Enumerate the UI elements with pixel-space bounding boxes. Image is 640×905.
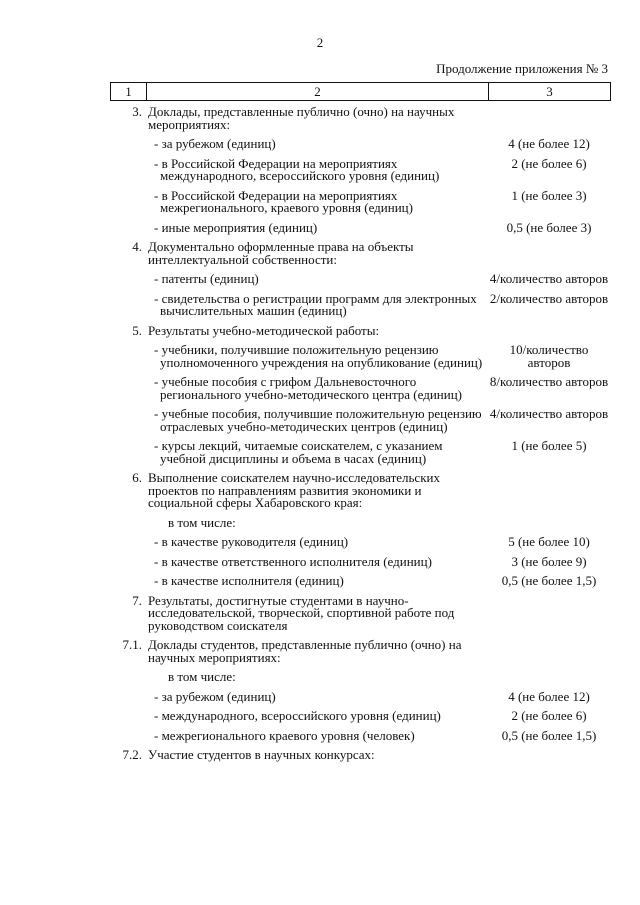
row-description: - учебные пособия, получившие положительную рецензию отраслевых учебно-методических центров (единиц): [154, 406, 482, 434]
row-description: - международного, всероссийского уровня (единиц): [154, 708, 441, 723]
column-header-3: 3: [489, 83, 611, 101]
criteria-row: [110, 440, 610, 465]
column-header-table: [110, 82, 611, 101]
row-description: - за рубежом (единиц): [154, 688, 276, 704]
row-description: - иные мероприятия (единиц): [154, 219, 318, 235]
criteria-row: [110, 536, 610, 549]
row-points: 4/количество авторов: [489, 271, 609, 286]
criteria-row: [110, 592, 610, 633]
criteria-row: [110, 187, 610, 215]
row-number: 7.: [132, 592, 142, 608]
row-number: 5.: [132, 322, 142, 338]
row-description: - межрегионального краевого уровня (человек): [154, 727, 415, 743]
row-description: - в качестве ответственного исполнителя (единиц): [154, 553, 432, 569]
criteria-list: [110, 106, 610, 769]
row-description: - курсы лекций, читаемые соискателем, с указанием учебной дисциплины и объема в часах (единиц): [154, 438, 443, 466]
page-number: 2: [316, 35, 324, 50]
row-number: 3.: [132, 104, 142, 119]
row-points: 2 (не более 6): [511, 155, 587, 171]
row-points: 4 (не более 12): [508, 688, 590, 704]
criteria-row: [110, 322, 610, 338]
row-points: 0,5 (не более 1,5): [501, 727, 597, 743]
row-description: - учебные пособия с грифом Дальневосточного регионального учебно-методического центра (единиц): [154, 374, 463, 402]
row-points: 1 (не более 3): [511, 187, 587, 203]
row-description: Результаты учебно-методической работы:: [148, 322, 380, 338]
row-description: - учебники, получившие положительную рецензию уполномоченного учреждения на опубликование (единиц): [154, 342, 483, 370]
criteria-row: [110, 155, 610, 183]
row-description: Доклады студентов, представленные публично (очно) на научных мероприятиях:: [148, 637, 462, 665]
row-description: - в качестве руководителя (единиц): [154, 534, 349, 549]
criteria-row: [110, 290, 610, 318]
row-description: - свидетельства о регистрации программ для электронных вычислительных машин (единиц): [154, 290, 477, 318]
row-description: - в качестве исполнителя (единиц): [154, 573, 344, 588]
row-points: 1 (не более 5): [511, 438, 587, 453]
row-points: 0,5 (не более 3): [506, 219, 592, 235]
continuation-label: Продолжение приложения № 3: [436, 61, 608, 76]
criteria-row: [110, 219, 610, 235]
row-points: 10/количество авторов: [509, 342, 589, 370]
row-number: 4.: [132, 239, 142, 254]
row-description: - в Российской Федерации на мероприятиях международного, всероссийского уровня (единиц): [154, 155, 440, 183]
row-description: в том числе:: [168, 669, 236, 684]
row-description: Результаты, достигнутые студентами в научно-исследовательской, творческой, спортивной работе под руководством соискателя: [148, 592, 455, 633]
row-points: 8/количество авторов: [489, 374, 609, 389]
criteria-row: [110, 575, 610, 588]
row-description: - в Российской Федерации на мероприятиях межрегионального, краевого уровня (единиц): [154, 187, 413, 215]
criteria-row: [110, 727, 610, 743]
criteria-row: [110, 344, 610, 369]
criteria-row: [110, 376, 610, 401]
row-number: 7.2.: [122, 747, 142, 762]
row-points: 4/количество авторов: [489, 406, 609, 421]
column-header-2: 2: [147, 83, 489, 101]
row-points: 4 (не более 12): [508, 136, 590, 151]
row-number: 7.1.: [122, 637, 142, 652]
criteria-row: [110, 639, 610, 664]
row-points: 2 (не более 6): [511, 708, 587, 723]
criteria-row: [110, 106, 610, 131]
row-description: - за рубежом (единиц): [154, 136, 276, 151]
criteria-row: [110, 749, 610, 762]
row-description: Участие студентов в научных конкурсах:: [148, 747, 375, 762]
row-points: 0,5 (не более 1,5): [501, 573, 597, 588]
criteria-row: [110, 688, 610, 704]
row-number: 6.: [132, 470, 142, 485]
criteria-row: [110, 710, 610, 723]
criteria-row: [110, 273, 610, 286]
row-points: 2/количество авторов: [489, 290, 609, 306]
criteria-row: [110, 138, 610, 151]
row-description: Документально оформленные права на объекты интеллектуальной собственности:: [148, 239, 414, 267]
criteria-row: [110, 472, 610, 510]
row-points: 3 (не более 9): [511, 553, 587, 569]
row-description: в том числе:: [168, 514, 236, 530]
row-description: - патенты (единиц): [154, 271, 259, 286]
row-description: Выполнение соискателем научно-исследовательских проектов по направлениям развития экономики и социальной сферы Хабаровского края:: [148, 470, 440, 510]
row-description: Доклады, представленные публично (очно) на научных мероприятиях:: [148, 104, 455, 132]
criteria-row: [110, 671, 610, 684]
criteria-row: [110, 553, 610, 569]
row-points: 5 (не более 10): [508, 534, 590, 549]
criteria-row: [110, 241, 610, 266]
criteria-row: [110, 514, 610, 530]
criteria-row: [110, 408, 610, 433]
column-header-1: 1: [111, 83, 147, 101]
